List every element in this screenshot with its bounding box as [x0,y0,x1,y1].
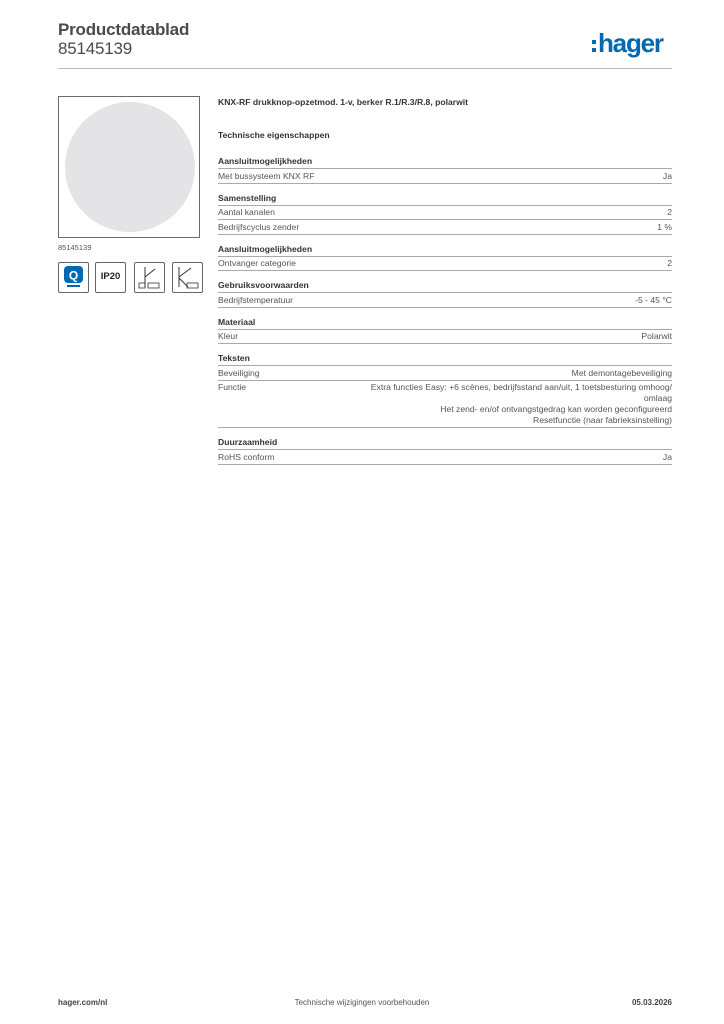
spec-row [218,381,672,429]
spec-value: -5 - 45 °C [635,294,672,305]
group-title: Duurzaamheid [218,435,672,450]
spec-value: Met demontagebeveiliging [571,367,672,378]
spec-row [218,293,672,308]
logo-text: hager [598,28,663,58]
spec-value: 2 [667,207,672,217]
image-caption: 85145139 [58,243,92,252]
spec-label: Bedrijfscyclus zender [218,221,300,232]
group-title: Teksten [218,351,672,366]
surface-mount-icon [134,262,165,293]
footer-website-link[interactable]: hager.com/nl [58,998,108,1007]
spec-value-line: Het zend- en/of ontvangstgedrag kan worden geconfigureerd [440,404,672,414]
spec-row [218,206,672,221]
product-image [58,96,200,238]
spec-value: Ja [662,451,672,462]
spec-value: 2 [667,258,672,268]
hager-logo [592,28,663,58]
spec-label: Bedrijfstemperatuur [218,294,293,305]
spec-value: 1 % [657,221,672,232]
spec-value-line: Extra functies Easy: +6 scènes, bedrijfsstand aan/uit, 1 toetsbesturing omhoog/ [370,382,672,392]
installation-angle-icon [172,262,203,293]
group-title: Aansluitmogelijkheden [218,154,672,169]
group-title: Materiaal [218,315,672,330]
spec-group [218,435,672,465]
spec-group [218,154,672,184]
group-title: Samenstelling [218,191,672,206]
spec-value: Ja [662,170,672,181]
spec-value: Polarwit [641,331,672,341]
spec-label: Kleur [218,331,239,341]
product-name: KNX-RF drukknop-opzetmod. 1-v, berker R.1/R.3/R.8, polarwit [218,97,469,107]
spec-row [218,450,672,465]
spec-row [218,169,672,184]
spec-label: RoHS conform [218,451,275,462]
logo-colon-icon [592,40,596,52]
spec-label: Beveiliging [218,367,260,378]
spec-row [218,257,672,272]
spec-label: Met bussysteem KNX RF [218,170,315,181]
spec-label: Aantal kanalen [218,207,275,217]
product-number: 85145139 [58,39,133,58]
product-photo-disc [65,102,195,232]
spec-group [218,191,672,235]
spec-row [218,220,672,235]
spec-value-multiline [371,382,672,426]
spec-value-line: Resetfunctie (naar fabrieksinstelling) [533,415,672,425]
spec-group [218,351,672,428]
document-title: Productdatablad [58,20,190,39]
footer-notice: Technische wijzigingen voorbehouden [294,998,430,1007]
spec-row [218,366,672,381]
spec-group [218,315,672,345]
header-divider [58,68,672,69]
ip20-icon: IP20 [95,262,126,293]
spec-row [218,330,672,345]
footer-date: 05.03.2026 [631,998,672,1007]
svg-text:Q: Q [68,268,79,283]
spec-table [218,154,672,472]
group-title: Gebruiksvoorwaarden [218,278,672,293]
group-title: Aansluitmogelijkheden [218,242,672,257]
quality-mark-icon [58,262,89,293]
spec-group [218,278,672,308]
section-title: Technische eigenschappen [218,130,330,140]
spec-group [218,242,672,272]
spec-label: Ontvanger categorie [218,258,296,268]
spec-label: Functie [218,382,247,392]
spec-value-line: omlaag [643,393,672,403]
